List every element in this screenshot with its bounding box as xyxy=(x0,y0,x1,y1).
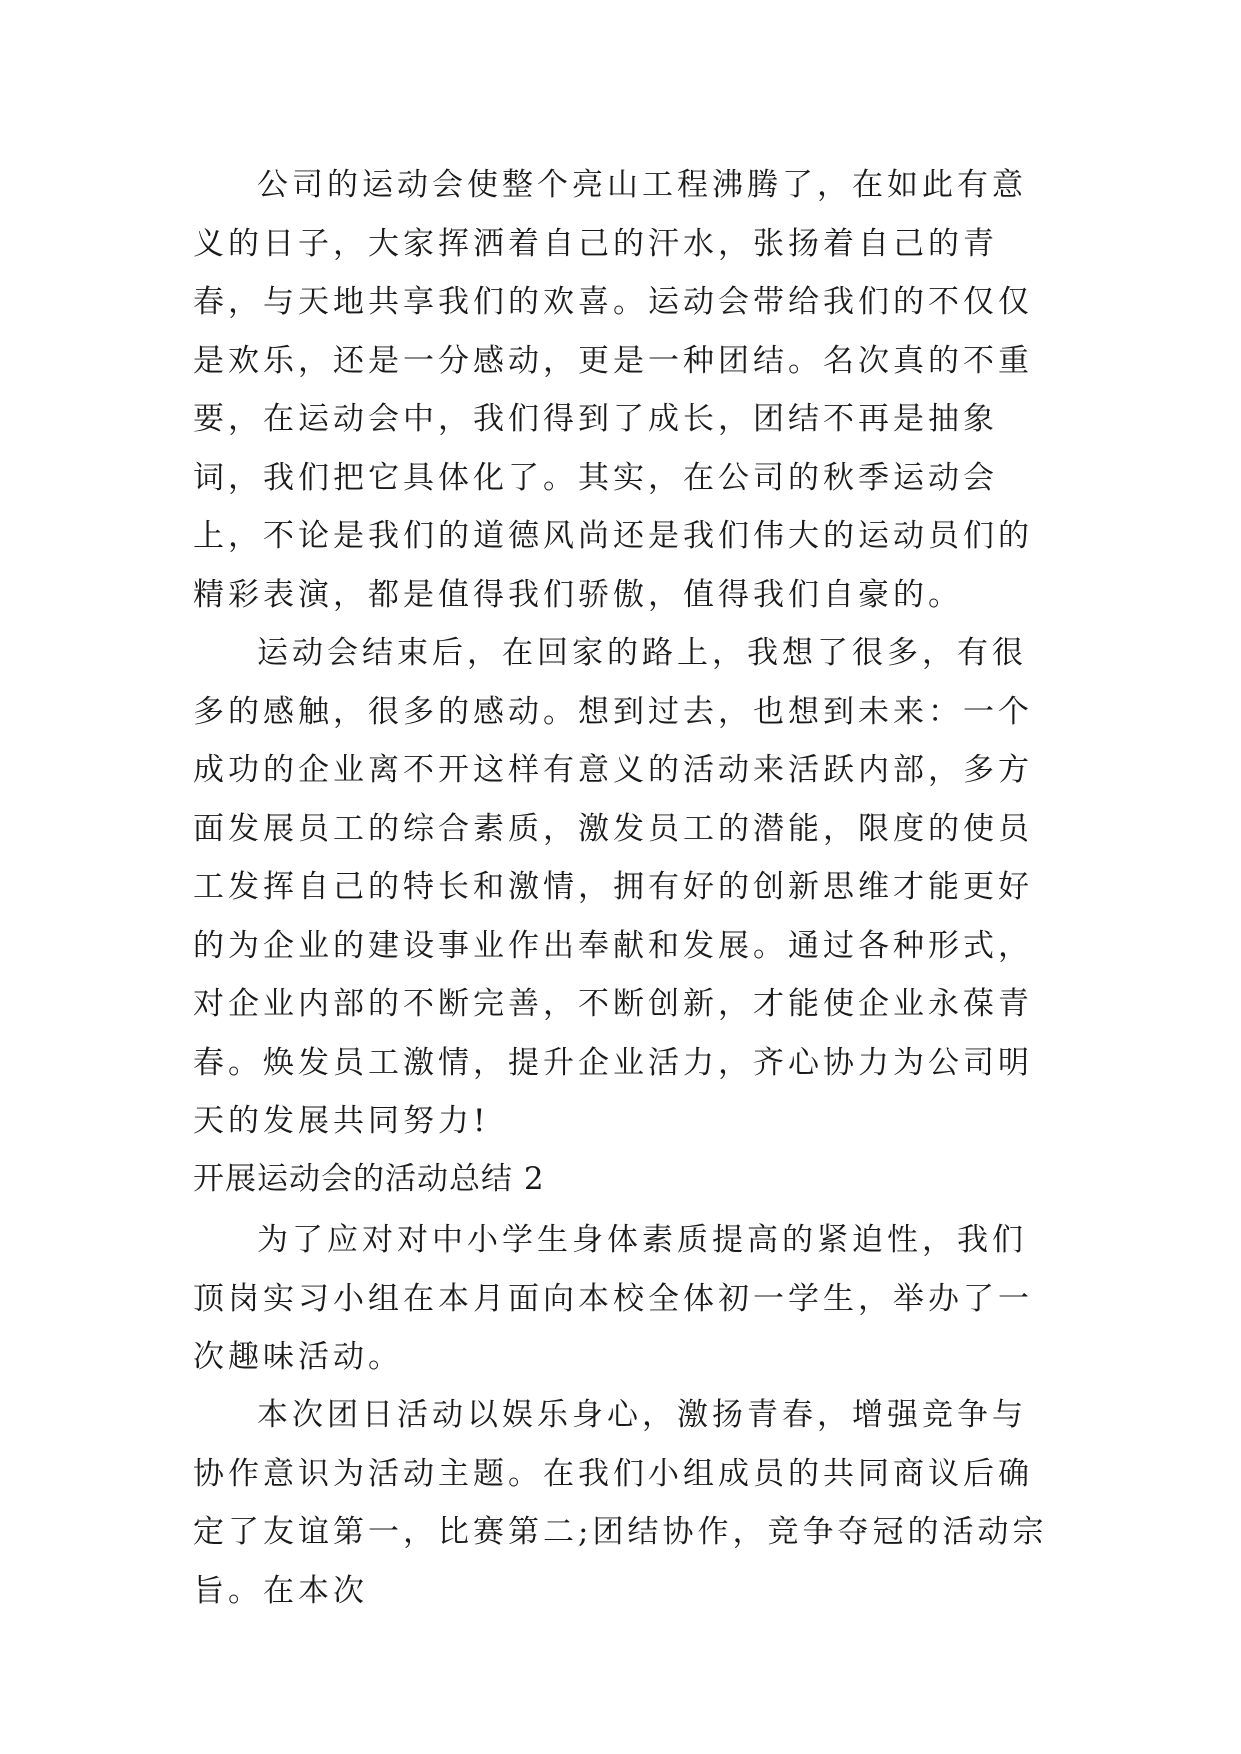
body-paragraph: 本次团日活动以娱乐身心，激扬青春，增强竞争与协作意识为活动主题。在我们小组成员的共同商议后确定了友谊第一，比赛第二;团结协作，竞争夺冠的活动宗旨。在本次 xyxy=(193,1397,1048,1609)
body-paragraph: 公司的运动会使整个亮山工程沸腾了，在如此有意义的日子，大家挥洒着自己的汗水，张扬着自己的青春，与天地共享我们的欢喜。运动会带给我们的不仅仅是欢乐，还是一分感动，更是一种团结。名次真的不重要，在运动会中，我们得到了成长，团结不再是抽象词，我们把它具体化了。其实，在公司的秋季运动会上，不论是我们的道德风尚还是我们伟大的运动员们的精彩表演，都是值得我们骄傲，值得我们自豪的。 xyxy=(193,167,1033,613)
body-paragraph: 运动会结束后，在回家的路上，我想了很多，有很多的感触，很多的感动。想到过去，也想到未来：一个成功的企业离不开这样有意义的活动来活跃内部，多方面发展员工的综合素质，激发员工的潜能，限度的使员工发挥自己的特长和激情，拥有好的创新思维才能更好的为企业的建设事业作出奉献和发展。通过各种形式，对企业内部的不断完善，不断创新，才能使企业永葆青春。焕发员工激情，提升企业活力，齐心协力为公司明天的发展共同努力! xyxy=(193,635,1033,1139)
body-paragraph: 为了应对对中小学生身体素质提高的紧迫性，我们顶岗实习小组在本月面向本校全体初一学生，举办了一次趣味活动。 xyxy=(193,1222,1033,1375)
section-heading: 开展运动会的活动总结 2 xyxy=(193,1161,545,1197)
